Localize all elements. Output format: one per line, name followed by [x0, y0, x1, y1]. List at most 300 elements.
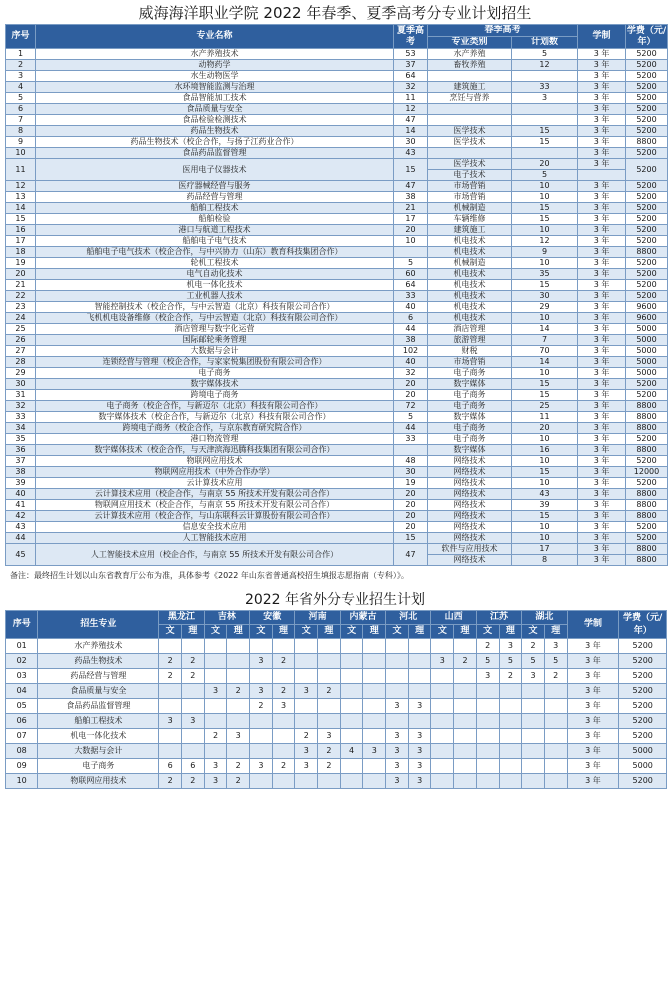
- cell-quota: 2: [476, 639, 499, 654]
- cell-no: 07: [6, 729, 38, 744]
- cell-major: 跨境电子商务（校企合作，与京东教育研究院合作）: [36, 423, 394, 434]
- cell-no: 7: [6, 115, 36, 126]
- cell-no: 3: [6, 71, 36, 82]
- table-row: [6, 280, 668, 291]
- province-header: 内蒙古: [340, 611, 385, 625]
- cell-plan: 17: [512, 544, 578, 555]
- cell-quota: [476, 684, 499, 699]
- cell-major: 数字媒体技术: [36, 379, 394, 390]
- cell-years: 3 年: [567, 699, 619, 714]
- cell-no: 08: [6, 744, 38, 759]
- cell-category: 水产养殖: [428, 49, 512, 60]
- cell-years: 3 年: [578, 511, 626, 522]
- table-row: [6, 71, 668, 82]
- cell-no: 45: [6, 544, 36, 566]
- cell-quota: [522, 684, 545, 699]
- cell-summer: 47: [394, 181, 428, 192]
- table-row: [6, 522, 668, 533]
- cell-plan: 15: [512, 511, 578, 522]
- cell-no: 31: [6, 390, 36, 401]
- cell-fee: 5200: [626, 115, 668, 126]
- cell-quota: [544, 759, 567, 774]
- cell-major: 云计算技术应用（校企合作，与山东联科云计算股份有限公司合作）: [36, 511, 394, 522]
- cell-years: 3 年: [578, 60, 626, 71]
- cell-quota: [431, 639, 454, 654]
- cell-years: 3 年: [578, 225, 626, 236]
- table-row: [6, 313, 668, 324]
- cell-category: 机电技术: [428, 280, 512, 291]
- cell-fee: 5200: [626, 82, 668, 93]
- cell-summer: 17: [394, 214, 428, 225]
- table-row: [6, 714, 667, 729]
- cell-fee: 5200: [626, 533, 668, 544]
- cell-quota: 3: [295, 744, 318, 759]
- cell-category: 市场营销: [428, 181, 512, 192]
- cell-category: 网络技术: [428, 456, 512, 467]
- cell-category: 机电技术: [428, 291, 512, 302]
- cell-years: 3 年: [567, 774, 619, 789]
- cell-quota: [340, 684, 363, 699]
- cell-years: 3 年: [578, 203, 626, 214]
- cell-major: 药品生物技术（校企合作，与扬子江药业合作）: [36, 137, 394, 148]
- cell-quota: [340, 759, 363, 774]
- cell-major: 食品药品监督管理: [36, 148, 394, 159]
- province-header: 江苏: [476, 611, 521, 625]
- province-header: 山西: [431, 611, 476, 625]
- cell-quota: [159, 744, 182, 759]
- cell-summer: [394, 445, 428, 456]
- cell-quota: [386, 714, 409, 729]
- cell-summer: 30: [394, 137, 428, 148]
- cell-quota: 3: [499, 639, 522, 654]
- table-row: [6, 744, 667, 759]
- cell-quota: [499, 684, 522, 699]
- cell-major: 人工智能技术应用（校企合作，与南京 55 所技术开发有限公司合作）: [36, 544, 394, 566]
- cell-no: 12: [6, 181, 36, 192]
- cell-category: 网络技术: [428, 467, 512, 478]
- cell-major: 跨境电子商务: [36, 390, 394, 401]
- cell-summer: 6: [394, 313, 428, 324]
- cell-category: [428, 148, 512, 159]
- cell-years: 3 年: [567, 729, 619, 744]
- cell-quota: [227, 639, 250, 654]
- cell-quota: [272, 774, 295, 789]
- cell-plan: 15: [512, 214, 578, 225]
- cell-quota: [544, 684, 567, 699]
- cell-major: 数字媒体技术（校企合作，与天津滨海迅腾科技集团有限公司合作）: [36, 445, 394, 456]
- cell-years: 3 年: [578, 368, 626, 379]
- cell-summer: 40: [394, 357, 428, 368]
- cell-major: 港口与航道工程技术: [36, 225, 394, 236]
- cell-plan: 70: [512, 346, 578, 357]
- cell-category: 机械制造: [428, 203, 512, 214]
- cell-plan: 15: [512, 280, 578, 291]
- cell-quota: [295, 714, 318, 729]
- table-row: [6, 390, 668, 401]
- cell-quota: [386, 669, 409, 684]
- province-header: 河北: [386, 611, 431, 625]
- cell-fee: 5200: [619, 714, 667, 729]
- cell-category: 财税: [428, 346, 512, 357]
- cell-quota: [295, 669, 318, 684]
- header-li: 理: [454, 625, 477, 639]
- cell-quota: 6: [159, 759, 182, 774]
- cell-major: 水产养殖技术: [38, 639, 159, 654]
- cell-quota: [272, 729, 295, 744]
- cell-fee: 5200: [626, 148, 668, 159]
- cell-plan: 43: [512, 489, 578, 500]
- cell-plan: 39: [512, 500, 578, 511]
- cell-major: 物联网应用技术: [38, 774, 159, 789]
- table-row: [6, 82, 668, 93]
- cell-years: 3 年: [578, 467, 626, 478]
- cell-quota: [318, 654, 341, 669]
- cell-major: 药品经营与管理: [38, 669, 159, 684]
- table-row: [6, 478, 668, 489]
- cell-quota: 2: [182, 654, 205, 669]
- table-row: [6, 203, 668, 214]
- table-row: [6, 654, 667, 669]
- cell-quota: [182, 684, 205, 699]
- cell-fee: 5200: [626, 280, 668, 291]
- cell-plan: [512, 148, 578, 159]
- cell-summer: 48: [394, 456, 428, 467]
- cell-fee: 5000: [619, 759, 667, 774]
- province-header: 安徽: [250, 611, 295, 625]
- cell-quota: 3: [250, 654, 273, 669]
- cell-quota: [295, 774, 318, 789]
- cell-quota: 2: [272, 654, 295, 669]
- cell-summer: 12: [394, 104, 428, 115]
- cell-years: 3 年: [578, 522, 626, 533]
- table-row: [6, 324, 668, 335]
- cell-quota: [363, 639, 386, 654]
- cell-major: 智能控制技术（校企合作，与中云智造（北京）科技有限公司合作）: [36, 302, 394, 313]
- cell-major: 机电一体化技术: [38, 729, 159, 744]
- header-li: 理: [499, 625, 522, 639]
- cell-plan: 15: [512, 467, 578, 478]
- cell-summer: 33: [394, 291, 428, 302]
- cell-fee: 9600: [626, 302, 668, 313]
- cell-plan: 35: [512, 269, 578, 280]
- cell-quota: 3: [363, 744, 386, 759]
- cell-quota: [431, 729, 454, 744]
- table-row: [6, 346, 668, 357]
- cell-major: 物联网应用技术（中外合作办学）: [36, 467, 394, 478]
- cell-quota: [363, 684, 386, 699]
- cell-quota: [204, 654, 227, 669]
- cell-no: 28: [6, 357, 36, 368]
- cell-quota: 5: [544, 654, 567, 669]
- cell-quota: 2: [318, 684, 341, 699]
- table-row: [6, 699, 667, 714]
- cell-plan: 10: [512, 522, 578, 533]
- header-no: 序号: [6, 25, 36, 49]
- cell-years: 3 年: [578, 544, 626, 555]
- cell-quota: [499, 729, 522, 744]
- cell-quota: 3: [408, 699, 431, 714]
- cell-no: 26: [6, 335, 36, 346]
- cell-summer: 44: [394, 423, 428, 434]
- cell-category: 电子商务: [428, 401, 512, 412]
- cell-plan: 11: [512, 412, 578, 423]
- cell-fee: 5200: [626, 181, 668, 192]
- cell-years: 3 年: [578, 390, 626, 401]
- cell-summer: 60: [394, 269, 428, 280]
- cell-major: 食品智能加工技术: [36, 93, 394, 104]
- cell-summer: 14: [394, 126, 428, 137]
- cell-quota: 3: [522, 669, 545, 684]
- cell-summer: 102: [394, 346, 428, 357]
- cell-years: 3 年: [578, 412, 626, 423]
- cell-years: 3 年: [578, 192, 626, 203]
- cell-plan: 15: [512, 379, 578, 390]
- cell-quota: [250, 729, 273, 744]
- cell-years: 3 年: [578, 269, 626, 280]
- cell-fee: 5200: [626, 390, 668, 401]
- cell-major: 云计算技术应用（校企合作，与南京 55 所技术开发有限公司合作）: [36, 489, 394, 500]
- cell-major: 机电一体化技术: [36, 280, 394, 291]
- cell-quota: [363, 774, 386, 789]
- cell-quota: [250, 669, 273, 684]
- cell-category: 电子技术: [428, 170, 512, 181]
- cell-major: 物联网应用技术（校企合作，与南京 55 所技术开发有限公司合作）: [36, 500, 394, 511]
- table-row: [6, 225, 668, 236]
- cell-quota: [295, 699, 318, 714]
- cell-years: 3 年: [578, 445, 626, 456]
- cell-major: 药品生物技术: [38, 654, 159, 669]
- cell-no: 36: [6, 445, 36, 456]
- header-major: 招生专业: [38, 611, 159, 639]
- table-row: [6, 159, 668, 170]
- cell-years: 3 年: [567, 639, 619, 654]
- cell-fee: 8800: [626, 401, 668, 412]
- cell-quota: [522, 699, 545, 714]
- cell-summer: 11: [394, 93, 428, 104]
- cell-quota: [386, 654, 409, 669]
- cell-fee: 8800: [626, 445, 668, 456]
- table-row: [6, 489, 668, 500]
- table-row: [6, 302, 668, 313]
- cell-plan: 15: [512, 390, 578, 401]
- cell-years: 3 年: [567, 669, 619, 684]
- cell-summer: 33: [394, 434, 428, 445]
- cell-summer: 5: [394, 258, 428, 269]
- cell-fee: 8800: [626, 423, 668, 434]
- cell-fee: 8800: [626, 137, 668, 148]
- cell-quota: [408, 669, 431, 684]
- cell-years: 3 年: [578, 357, 626, 368]
- cell-fee: 5000: [626, 346, 668, 357]
- cell-category: 市场营销: [428, 192, 512, 203]
- cell-category: 机械制造: [428, 258, 512, 269]
- cell-quota: 2: [454, 654, 477, 669]
- cell-quota: [544, 729, 567, 744]
- cell-no: 19: [6, 258, 36, 269]
- header-no: 序号: [6, 611, 38, 639]
- cell-quota: 2: [499, 669, 522, 684]
- cell-summer: 44: [394, 324, 428, 335]
- cell-fee: 8800: [626, 489, 668, 500]
- table-row: [6, 357, 668, 368]
- cell-quota: [522, 744, 545, 759]
- cell-plan: 12: [512, 60, 578, 71]
- cell-no: 34: [6, 423, 36, 434]
- cell-summer: 32: [394, 368, 428, 379]
- cell-quota: 2: [522, 639, 545, 654]
- cell-quota: [340, 699, 363, 714]
- header-summer: 夏季高考: [394, 25, 428, 49]
- cell-major: 动物药学: [36, 60, 394, 71]
- cell-fee: 5200: [626, 258, 668, 269]
- cell-quota: [544, 744, 567, 759]
- cell-fee: 8800: [626, 511, 668, 522]
- cell-major: 食品药品监督管理: [38, 699, 159, 714]
- header-fee: 学费（元/年）: [619, 611, 667, 639]
- cell-fee: 5200: [626, 236, 668, 247]
- cell-major: 水产养殖技术: [36, 49, 394, 60]
- cell-quota: 3: [408, 759, 431, 774]
- cell-years: 3 年: [578, 478, 626, 489]
- cell-quota: 3: [431, 654, 454, 669]
- cell-quota: 3: [204, 759, 227, 774]
- table-row: [6, 511, 668, 522]
- table-row: [6, 500, 668, 511]
- cell-years: [578, 170, 626, 181]
- table-row: [6, 115, 668, 126]
- cell-quota: [295, 654, 318, 669]
- cell-summer: 19: [394, 478, 428, 489]
- cell-years: 3 年: [578, 555, 626, 566]
- cell-summer: 20: [394, 225, 428, 236]
- cell-summer: 53: [394, 49, 428, 60]
- table-row: [6, 60, 668, 71]
- cell-no: 37: [6, 456, 36, 467]
- cell-no: 22: [6, 291, 36, 302]
- table-row: [6, 379, 668, 390]
- cell-quota: [454, 729, 477, 744]
- cell-quota: [408, 654, 431, 669]
- cell-plan: 5: [512, 49, 578, 60]
- cell-quota: [499, 774, 522, 789]
- cell-quota: [544, 774, 567, 789]
- cell-years: 3 年: [578, 456, 626, 467]
- cell-fee: 5000: [626, 335, 668, 346]
- table-row: [6, 126, 668, 137]
- cell-plan: 10: [512, 181, 578, 192]
- header-wen: 文: [522, 625, 545, 639]
- cell-category: [428, 104, 512, 115]
- cell-summer: 15: [394, 159, 428, 181]
- cell-quota: 3: [182, 714, 205, 729]
- cell-quota: 4: [340, 744, 363, 759]
- cell-quota: [454, 639, 477, 654]
- cell-category: 医学技术: [428, 126, 512, 137]
- cell-quota: [204, 639, 227, 654]
- cell-quota: [431, 759, 454, 774]
- cell-quota: [227, 714, 250, 729]
- cell-years: 3 年: [578, 291, 626, 302]
- cell-plan: 7: [512, 335, 578, 346]
- cell-plan: 10: [512, 456, 578, 467]
- cell-quota: [272, 714, 295, 729]
- cell-quota: [340, 669, 363, 684]
- cell-plan: [512, 71, 578, 82]
- page-title: 威海海洋职业学院 2022 年春季、夏季高考分专业计划招生: [138, 4, 532, 22]
- cell-summer: 72: [394, 401, 428, 412]
- section-title: 2022 年省外分专业招生计划: [244, 592, 426, 608]
- cell-fee: 5200: [619, 774, 667, 789]
- cell-no: 16: [6, 225, 36, 236]
- cell-quota: 3: [386, 759, 409, 774]
- cell-plan: 10: [512, 478, 578, 489]
- header-li: 理: [408, 625, 431, 639]
- cell-summer: 32: [394, 82, 428, 93]
- cell-category: [428, 115, 512, 126]
- cell-years: 3 年: [578, 434, 626, 445]
- cell-quota: 5: [476, 654, 499, 669]
- cell-years: 3 年: [578, 247, 626, 258]
- cell-major: 医用电子仪器技术: [36, 159, 394, 181]
- cell-plan: 10: [512, 258, 578, 269]
- cell-plan: 15: [512, 137, 578, 148]
- header-wen: 文: [204, 625, 227, 639]
- table-row: [6, 759, 667, 774]
- cell-quota: 3: [204, 684, 227, 699]
- cell-no: 4: [6, 82, 36, 93]
- cell-major: 水生动物医学: [36, 71, 394, 82]
- table-row: [6, 49, 668, 60]
- header-li: 理: [272, 625, 295, 639]
- cell-years: 3 年: [567, 744, 619, 759]
- cell-quota: 2: [544, 669, 567, 684]
- cell-quota: [250, 714, 273, 729]
- cell-fee: 5200: [626, 478, 668, 489]
- cell-major: 酒店管理与数字化运营: [36, 324, 394, 335]
- cell-category: 数字媒体: [428, 412, 512, 423]
- cell-quota: 2: [159, 774, 182, 789]
- cell-quota: 3: [476, 669, 499, 684]
- cell-quota: [408, 684, 431, 699]
- cell-quota: 3: [408, 744, 431, 759]
- cell-quota: [408, 714, 431, 729]
- cell-quota: [454, 744, 477, 759]
- cell-fee: 5000: [626, 324, 668, 335]
- cell-quota: [182, 699, 205, 714]
- cell-quota: [431, 699, 454, 714]
- table-row: [6, 544, 668, 555]
- cell-major: 水环境智能监测与治理: [36, 82, 394, 93]
- cell-summer: 20: [394, 511, 428, 522]
- header-spring: 春季高考: [428, 25, 578, 37]
- cell-category: 旅游管理: [428, 335, 512, 346]
- cell-no: 2: [6, 60, 36, 71]
- cell-quota: 2: [159, 654, 182, 669]
- cell-quota: [454, 714, 477, 729]
- cell-years: 3 年: [578, 533, 626, 544]
- cell-category: 建筑施工: [428, 225, 512, 236]
- cell-plan: 33: [512, 82, 578, 93]
- header-li: 理: [227, 625, 250, 639]
- cell-summer: 20: [394, 522, 428, 533]
- province-header: 湖北: [522, 611, 567, 625]
- cell-no: 38: [6, 467, 36, 478]
- cell-category: 网络技术: [428, 478, 512, 489]
- cell-plan: 16: [512, 445, 578, 456]
- cell-fee: 8800: [626, 500, 668, 511]
- cell-major: 人工智能技术应用: [36, 533, 394, 544]
- table-row: [6, 335, 668, 346]
